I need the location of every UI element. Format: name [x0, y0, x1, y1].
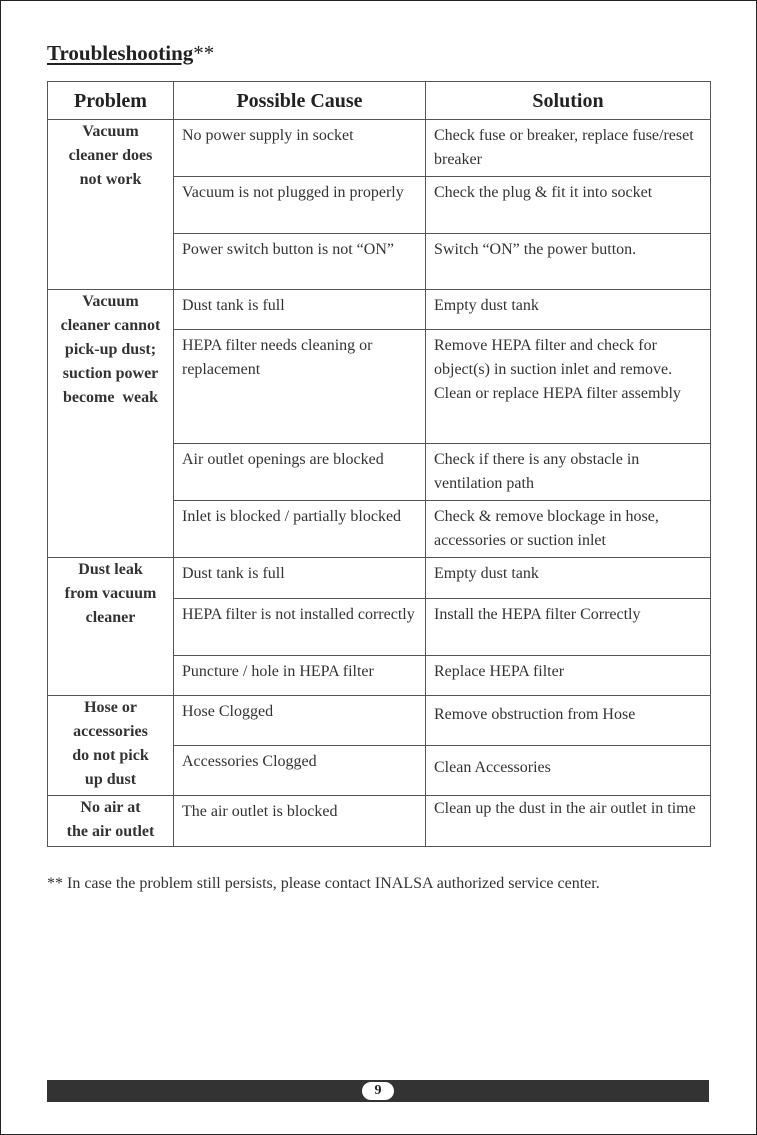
header-solution: Solution — [426, 82, 711, 120]
problem-cell — [48, 796, 174, 847]
cause-cell: Dust tank is full — [174, 290, 426, 330]
problem-line: cleaner does — [68, 147, 153, 164]
solution-cell: Clean up the dust in the air outlet in time — [426, 796, 711, 847]
cause-cell: The air outlet is blocked — [174, 796, 426, 847]
footnote: ** In case the problem still persists, please contact INALSA authorized service center. — [47, 875, 600, 892]
solution-cell: Replace HEPA filter — [426, 656, 711, 696]
solution-cell: Empty dust tank — [426, 290, 711, 330]
solution-cell: Check & remove blockage in hose, accessories or suction inlet — [426, 501, 711, 558]
problem-line: become weak — [62, 389, 159, 406]
problem-line: Vacuum — [82, 293, 139, 310]
problem-cell — [48, 696, 174, 796]
problem-line: accessories — [73, 723, 148, 740]
problem-line: Dust leak — [78, 561, 143, 578]
cause-cell: Hose Clogged — [174, 696, 426, 746]
title-text: Troubleshooting — [47, 41, 194, 65]
solution-cell: Install the HEPA filter Correctly — [426, 599, 711, 656]
problem-line: the air outlet — [66, 823, 155, 840]
solution-cell: Check the plug & fit it into socket — [426, 177, 711, 234]
cause-cell: HEPA filter needs cleaning or replacement — [174, 330, 426, 444]
solution-cell: Clean Accessories — [426, 746, 711, 796]
problem-line: cleaner cannot — [60, 317, 161, 334]
page-title — [47, 41, 214, 66]
header-problem: Problem — [48, 82, 174, 120]
solution-cell: Empty dust tank — [426, 558, 711, 599]
title-asterisks: ** — [193, 41, 215, 65]
problem-line: No air at — [80, 799, 141, 816]
cause-cell: HEPA filter is not installed correctly — [174, 599, 426, 656]
problem-line: up dust — [84, 771, 137, 788]
problem-line: Hose or — [84, 699, 137, 716]
cause-cell: Power switch button is not “ON” — [174, 234, 426, 290]
cause-cell: Air outlet openings are blocked — [174, 444, 426, 501]
table-row — [48, 558, 711, 599]
header-possible-cause: Possible Cause — [174, 82, 426, 120]
solution-cell: Switch “ON” the power button. — [426, 234, 711, 290]
page-number: 9 — [362, 1082, 394, 1100]
table-row — [48, 290, 711, 330]
solution-cell: Check if there is any obstacle in ventilation path — [426, 444, 711, 501]
table-row — [48, 120, 711, 177]
problem-line: from vacuum — [64, 585, 157, 602]
table-row — [48, 796, 711, 847]
cause-cell: Dust tank is full — [174, 558, 426, 599]
problem-line: do not pick — [72, 747, 149, 764]
cause-cell: Puncture / hole in HEPA filter — [174, 656, 426, 696]
troubleshooting-table — [47, 81, 711, 847]
problem-line: suction power — [62, 365, 159, 382]
cause-cell: No power supply in socket — [174, 120, 426, 177]
problem-line: pick-up dust; — [64, 341, 157, 358]
problem-line: not work — [79, 171, 142, 188]
cause-cell: Accessories Clogged — [174, 746, 426, 796]
solution-cell: Check fuse or breaker, replace fuse/reset breaker — [426, 120, 711, 177]
problem-cell — [48, 290, 174, 558]
problem-line: cleaner — [85, 609, 136, 626]
solution-cell: Remove obstruction from Hose — [426, 696, 711, 746]
cause-cell: Inlet is blocked / partially blocked — [174, 501, 426, 558]
footer-bar — [47, 1080, 709, 1102]
solution-cell: Remove HEPA filter and check for object(s) in suction inlet and remove. Clean or replace HEPA filter assembly — [426, 330, 711, 444]
problem-cell — [48, 120, 174, 290]
problem-cell — [48, 558, 174, 696]
table-header-row — [48, 82, 711, 120]
problem-line: Vacuum — [82, 123, 139, 140]
table-row — [48, 696, 711, 746]
cause-cell: Vacuum is not plugged in properly — [174, 177, 426, 234]
